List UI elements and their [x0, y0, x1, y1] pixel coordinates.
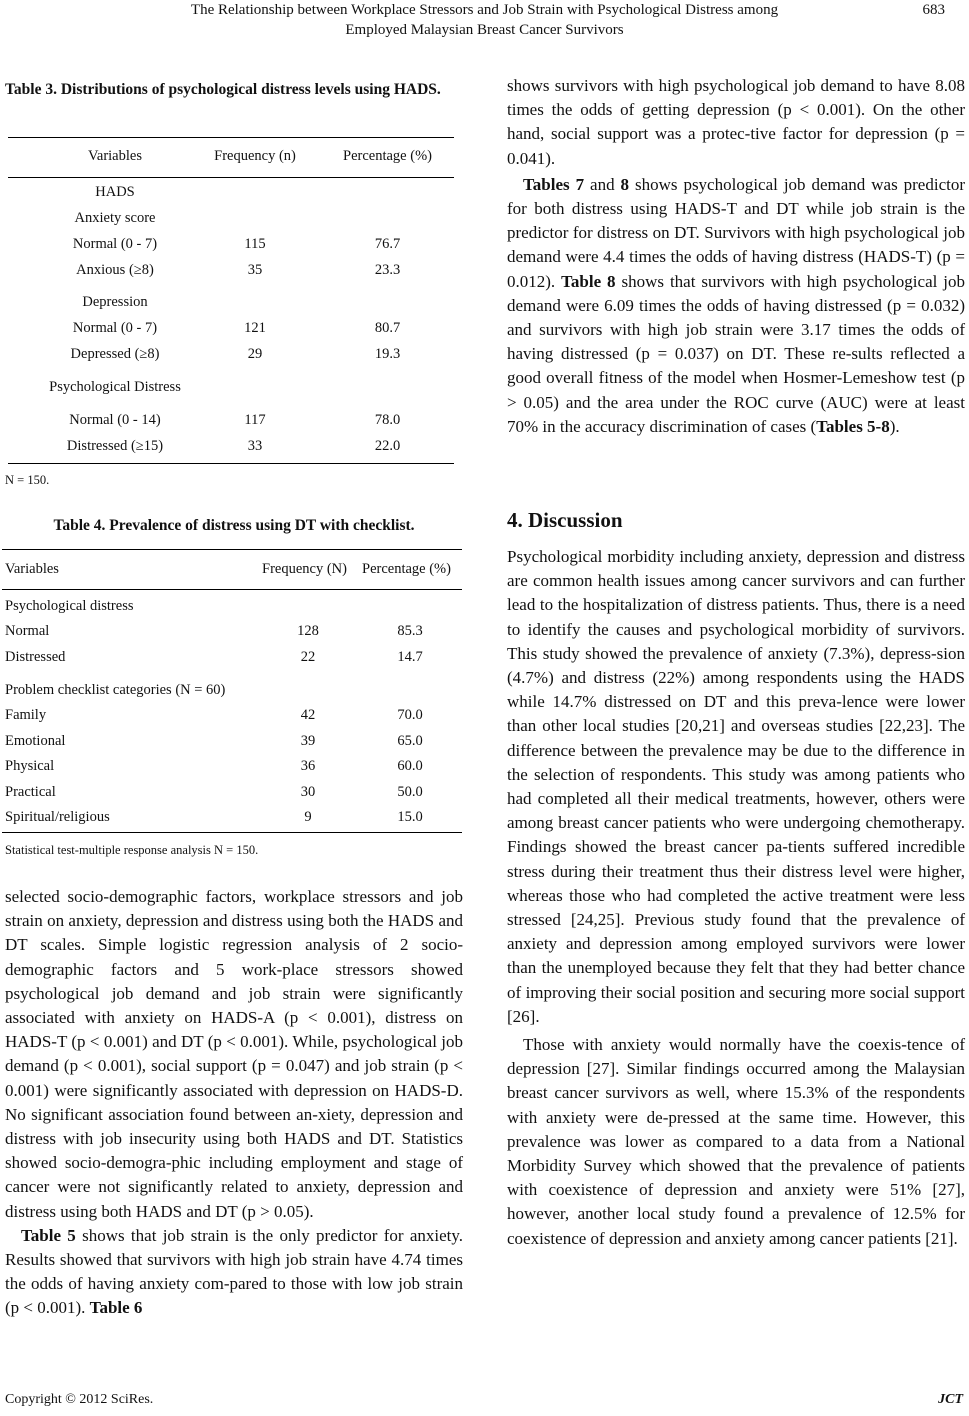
table3-row-frequency: 35: [247, 262, 263, 278]
right-column-text: [507, 74, 965, 439]
table4-col-frequency: Frequency (N): [262, 561, 347, 577]
table4-row-label: Problem checklist categories (N = 60): [5, 682, 226, 698]
table3-note: N = 150.: [5, 473, 50, 487]
table4-bottom-rule: [2, 832, 462, 833]
table3-top-rule: [8, 137, 454, 138]
table3-row-label: Anxiety score: [74, 210, 156, 226]
table3-row-percentage: 22.0: [374, 438, 401, 454]
left-column-text: [5, 885, 463, 1321]
running-header-line1: The Relationship between Workplace Stressors and Job Strain with Psychological Distress among: [190, 2, 779, 18]
table3-col-frequency: Frequency (n): [214, 148, 296, 164]
table4-row-frequency: 39: [300, 733, 316, 749]
table4-row-label: Distressed: [5, 649, 66, 665]
table4-row-label: Emotional: [5, 733, 66, 749]
table4-note: Statistical test-multiple response analysis N = 150.: [5, 843, 259, 857]
section-heading: 4. Discussion: [507, 508, 623, 532]
footer-copyright: Copyright © 2012 SciRes.: [5, 1392, 154, 1407]
table4-row-percentage: 60.0: [397, 758, 423, 774]
table3-row-frequency: 117: [244, 412, 266, 428]
table3-row-percentage: 19.3: [374, 346, 401, 362]
table3-row-label: Anxious (≥8): [76, 262, 154, 278]
table4-row-label: Psychological distress: [5, 598, 134, 614]
table3-row-label: HADS: [95, 184, 135, 200]
table4-row-frequency: 42: [300, 707, 316, 723]
table3-row-percentage: 76.7: [374, 236, 401, 252]
table4-row-label: Spiritual/religious: [5, 809, 110, 825]
paragraph: Those with anxiety would normally have the coexis-tence of depression [27]. Similar findings occurred among the Malaysian breast cancer survivors as well, where 15.3% of the respondents with anxiety were de-pressed at the same time. However, this prevalence was lower as compared to a data from a National Morbidity Survey which showed that the prevalence of patients with coexistence of depression and anxiety were 51% [27], however, another local study found a prevalence of 12.5% for coexistence of depression and anxiety among cancer patients [21].: [507, 1035, 965, 1248]
table3-row-label: Depression: [82, 294, 148, 310]
table3-col-percentage: Percentage (%): [343, 148, 432, 164]
table4-row-percentage: 14.7: [397, 649, 423, 665]
table4-row-label: Practical: [5, 784, 56, 800]
paragraph: shows survivors with high psychological job demand to have 8.08 times the odds of getting depression (p < 0.001). On the other hand, social support was a protec-tive factor for depression (p = 0.041).: [507, 76, 965, 168]
paragraph: Psychological morbidity including anxiety, depression and distress are common health issues among cancer survivors and can further lead to the hospitalization of distress patients. Thus, there is a need to identify the causes and psychological morbidity of survivors. This study showed the prevalence of anxiety (7.3%), depress-sion (4.7%) and distress (22%) among respondents using the HADS while 14.7% distressed on DT and this preva-lence were lower than other local studies [20,21] and overseas studies [22,23]. The difference between the prevalence may be due to the difference in the selection of respondents. This study was among patients who had completed all their medical treatments, however, others were among breast cancer patients who were undergoing chemotherapy. Findings showed the breast cancer pa-tients suffered incredible stress during their treatment thus their distress level were higher, whereas those who had completed the active treatment were less stressed [24,25]. Previous study found that the prevalence of anxiety and depression among employed survivors were lower than the unemployed because they felt that they had better chance of improving their social position and securing more social support [26].: [507, 547, 965, 1026]
table4-top-rule: [2, 549, 462, 550]
table3-row-label: Depressed (≥8): [70, 346, 160, 362]
table4-row-percentage: 65.0: [397, 733, 423, 749]
table3-row-percentage: 78.0: [374, 412, 401, 428]
table4-row-frequency: 9: [304, 809, 312, 825]
table4-row-frequency: 128: [297, 623, 319, 639]
table4-row-percentage: 15.0: [397, 809, 423, 825]
table4-row-percentage: 50.0: [397, 784, 423, 800]
table3-row-label: Distressed (≥15): [66, 438, 164, 454]
table3-caption: Table 3. Distributions of psychological distress levels using HADS.: [5, 81, 441, 98]
table4-header-rule: [2, 589, 462, 590]
table4-col-percentage: Percentage (%): [362, 561, 451, 577]
table3-row-frequency: 29: [247, 346, 263, 362]
paragraph: selected socio-demographic factors, workplace stressors and job strain on anxiety, depression and distress using both the HADS and DT scales. Simple logistic regression analysis of 2 socio-demographic factors and 5 work-place stressors showed psychological job demand and job strain were significantly associated with anxiety on HADS-A (p < 0.001), distress on HADS-T (p < 0.001) and DT (p < 0.001). While, psychological job demand (p < 0.001), social support (p = 0.047) and job strain (p < 0.001) were significantly associated with depression on HADS-D. No significant association found between an-xiety, depression and distress with job insecurity using both HADS and DT. Statistics showed socio-demogra-phic including employment and stage of cancer were not significantly related to anxiety, depression and distress using both HADS and DT (p > 0.05).: [5, 887, 463, 1221]
table3-row-frequency: 121: [244, 320, 266, 336]
table4-row-label: Physical: [5, 758, 55, 774]
table3-row-frequency: 115: [244, 236, 266, 252]
table4-row-frequency: 22: [300, 649, 316, 665]
table3-bottom-rule: [8, 463, 454, 464]
table4-caption: Table 4. Prevalence of distress using DT with checklist.: [53, 517, 415, 534]
table3-row-label: Normal (0 - 7): [72, 320, 158, 336]
table3-row-label: Normal (0 - 14): [69, 412, 161, 428]
table3-col-variables: Variables: [88, 148, 142, 164]
paragraph: Table 5 shows that job strain is the only predictor for anxiety. Results showed that survivors with high job strain have 4.74 times the odds of having anxiety com-pared to those with low job strain (p < 0.001). Table 6: [5, 1225, 463, 1318]
paragraph: Tables 7 and 8 shows psychological job demand was predictor for both distress using HADS-T and DT while job strain is the predictor for distress on DT. Survivors with high psychological job demand were 4.4 times the odds of having distress (HADS-T) (p = 0.012). Table 8 shows that survivors with high psychological job demand were 6.09 times the odds of having distressed (p = 0.032) and survivors with high job strain were 3.17 times the odds of having distressed (p = 0.037) on DT. These re-sults reflected a good overall fitness of the model when Hosmer-Lemeshow test (p > 0.05) and the area under the ROC curve (AUC) were at least 70% in the accuracy discrimination of cases (Tables 5-8).: [507, 174, 966, 436]
table4-row-frequency: 36: [300, 758, 316, 774]
table3-row-frequency: 33: [247, 438, 263, 454]
table3-row-label: Psychological Distress: [49, 379, 181, 395]
table3-row-label: Normal (0 - 7): [72, 236, 158, 252]
running-header-line2: Employed Malaysian Breast Cancer Survivors: [345, 22, 624, 38]
page-number: 683: [922, 2, 945, 18]
discussion-text: [507, 545, 965, 1251]
table4-row-percentage: 85.3: [397, 623, 423, 639]
table3-row-percentage: 23.3: [374, 262, 401, 278]
table4-col-variables: Variables: [5, 561, 59, 577]
table4-row-percentage: 70.0: [397, 707, 423, 723]
table3-header-rule: [8, 177, 454, 178]
table4-row-frequency: 30: [300, 784, 316, 800]
table3-row-percentage: 80.7: [374, 320, 401, 336]
table4-row-label: Normal: [5, 623, 50, 639]
footer-journal: JCT: [938, 1392, 963, 1407]
table4-row-label: Family: [5, 707, 47, 723]
